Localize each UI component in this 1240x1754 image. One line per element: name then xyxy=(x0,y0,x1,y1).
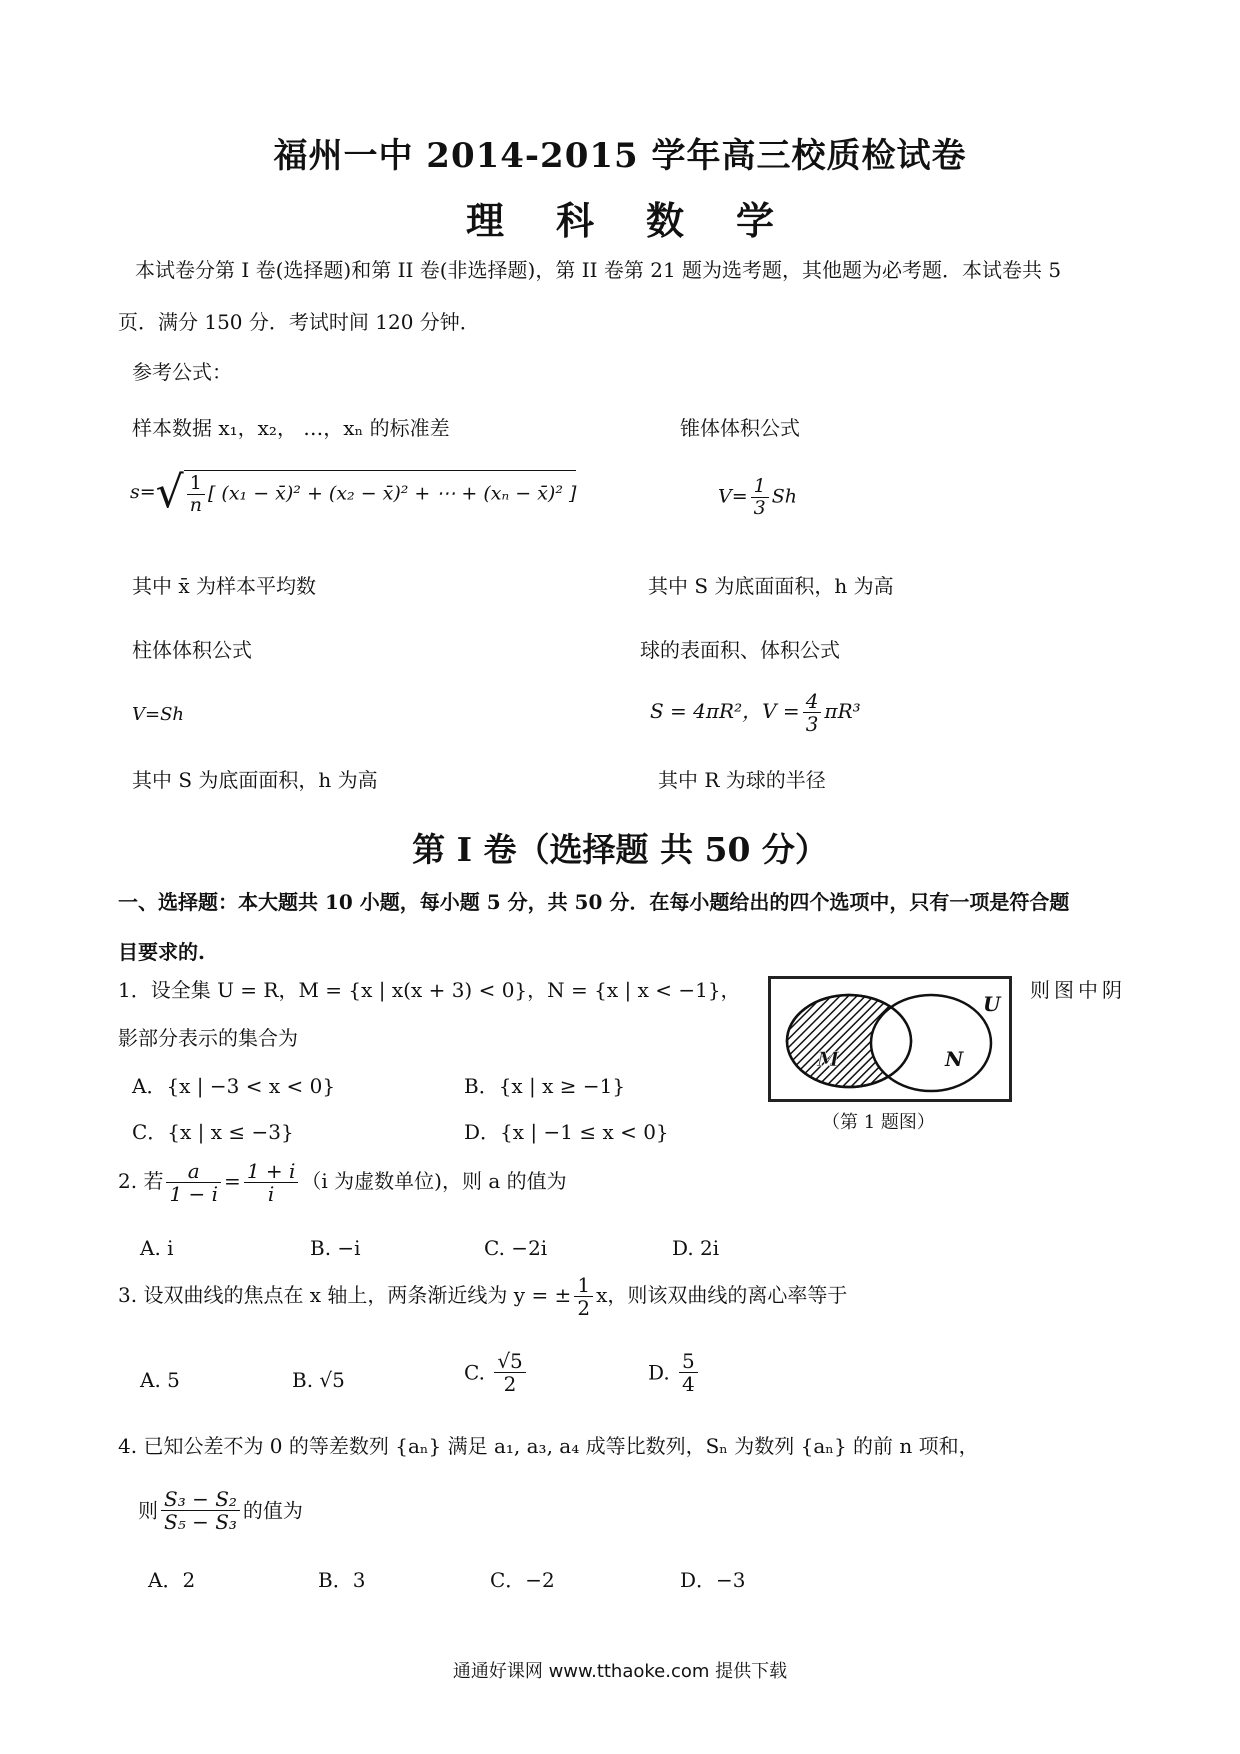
sqrt-symbol: √ xyxy=(155,466,184,518)
q3-frac: $\frac{1}{2}$ xyxy=(574,1274,593,1319)
label-m: M xyxy=(817,1047,840,1071)
sphere-note: 其中 R 为球的半径 xyxy=(658,768,826,792)
one-third: $\frac{1}{3}$ xyxy=(751,476,769,519)
q2-option-c: C. −2i xyxy=(484,1236,548,1260)
sphere-title: 球的表面积、体积公式 xyxy=(640,638,840,662)
section-instruction-2: 目要求的. xyxy=(118,940,205,964)
cone-formula xyxy=(718,476,797,519)
sqrt-body xyxy=(184,470,577,516)
cone-v: V= xyxy=(718,485,748,508)
sphere-left: S = 4πR²，V = xyxy=(650,699,800,723)
subject-char: 理 xyxy=(465,198,504,243)
q3-option-a: A. 5 xyxy=(140,1368,180,1392)
prism-title: 柱体体积公式 xyxy=(132,638,252,662)
q3-stem: 3. 设双曲线的焦点在 x 轴上，两条渐近线为 y = ± $\frac{1}{2}$ x，则该双曲线的离心率等于 xyxy=(118,1273,848,1320)
sphere-formula xyxy=(650,690,861,735)
prism-formula: V=Sh xyxy=(132,704,185,725)
q1-stem-2: 影部分表示的集合为 xyxy=(118,1026,298,1050)
q1-figure-caption: （第 1 题图） xyxy=(822,1112,935,1133)
section-heading: 第 I 卷（选择题 共 50 分） xyxy=(412,830,828,869)
venn-svg xyxy=(771,979,1009,1099)
q4-option-d: D．−3 xyxy=(680,1568,746,1592)
std-dev-title: 样本数据 x₁，x₂， …，xₙ 的标准差 xyxy=(132,416,450,440)
cone-sh: Sh xyxy=(771,485,798,508)
q2-option-b: B. −i xyxy=(310,1236,361,1260)
exam-title: 福州一中 2014-2015 学年高三校质检试卷 xyxy=(273,136,967,176)
subject-char: 科 xyxy=(555,198,594,243)
intro-line-1: 本试卷分第 I 卷(选择题)和第 II 卷(非选择题)，第 II 卷第 21 题为选考题，其他题为必考题．本试卷共 5 xyxy=(135,258,1062,282)
std-dev-formula xyxy=(130,466,577,518)
label-n: N xyxy=(945,1047,964,1071)
four-thirds: $\frac{4}{3}$ xyxy=(803,690,822,735)
q1-stem-tail: 则图中阴 xyxy=(1030,978,1126,1002)
venn-diagram xyxy=(768,976,1012,1102)
q1-option-c: C．{x | x ≤ −3} xyxy=(132,1120,294,1144)
q1-stem: 1．设全集 U = R，M = {x | x(x + 3) < 0}，N = {x | x < −1}， xyxy=(118,978,741,1002)
q2-frac-2: $\frac{1 + i}{i}$ xyxy=(244,1160,299,1205)
cone-note: 其中 S 为底面面积，h 为高 xyxy=(648,574,894,598)
q2-option-d: D. 2i xyxy=(672,1236,720,1260)
footer-download-note: 通通好课网 www.tthaoke.com 提供下载 xyxy=(452,1661,788,1682)
label-u: U xyxy=(983,992,1001,1016)
q2-stem: 2. 若 $\frac{a}{1 - i}$ = $\frac{1 + i}{i}$ （i 为虚数单位)，则 a 的值为 xyxy=(118,1159,567,1206)
std-dev-note: 其中 x̄ 为样本平均数 xyxy=(132,574,316,598)
q1-option-a: A．{x | −3 < x < 0} xyxy=(132,1074,336,1098)
q3-option-c: C. $\frac{√5}{2}$ xyxy=(464,1350,529,1395)
q4-option-a: A．2 xyxy=(148,1568,196,1592)
q4-frac: $\frac{\text{S₃ − S₂}}{\text{S₅ − S₃}}$ xyxy=(161,1488,240,1533)
sphere-right: πR³ xyxy=(824,699,861,723)
subject-title xyxy=(0,190,1240,245)
one-over-n: $\frac{1}{n}$ xyxy=(187,473,205,516)
std-sum: [ (x₁ − x̄)² + (x₂ − x̄)² + ⋯ + (xₙ − x̄)² ] xyxy=(207,482,577,505)
q2-option-a: A. i xyxy=(140,1236,174,1260)
q4-option-b: B．3 xyxy=(318,1568,366,1592)
q3-option-b: B. √5 xyxy=(292,1368,345,1392)
q1-option-b: B．{x | x ≥ −1} xyxy=(464,1074,626,1098)
prism-note: 其中 S 为底面面积，h 为高 xyxy=(132,768,378,792)
q3-option-d: D. $\frac{5}{4}$ xyxy=(648,1350,701,1395)
cone-title: 锥体体积公式 xyxy=(680,416,800,440)
q2-frac-1: $\frac{a}{1 - i}$ xyxy=(166,1160,221,1205)
subject-char: 数 xyxy=(646,198,685,243)
intro-line-2: 页．满分 150 分．考试时间 120 分钟． xyxy=(118,310,480,334)
q4-stem: 4. 已知公差不为 0 的等差数列 {aₙ} 满足 a₁, a₃, a₄ 成等比数列，Sₙ 为数列 {aₙ} 的前 n 项和， xyxy=(118,1434,979,1458)
section-instruction-1: 一、选择题：本大题共 10 小题，每小题 5 分，共 50 分．在每小题给出的四个选项中，只有一项是符合题 xyxy=(118,890,1070,914)
reference-label: 参考公式： xyxy=(132,360,232,384)
subject-char: 学 xyxy=(736,198,775,243)
q1-option-d: D．{x | −1 ≤ x < 0} xyxy=(464,1120,669,1144)
q4-expression: 则 $\frac{\text{S₃ − S₂}}{\text{S₅ − S₃}}$ 的值为 xyxy=(138,1487,303,1534)
std-s: s= xyxy=(130,480,156,503)
q4-option-c: C．−2 xyxy=(490,1568,555,1592)
